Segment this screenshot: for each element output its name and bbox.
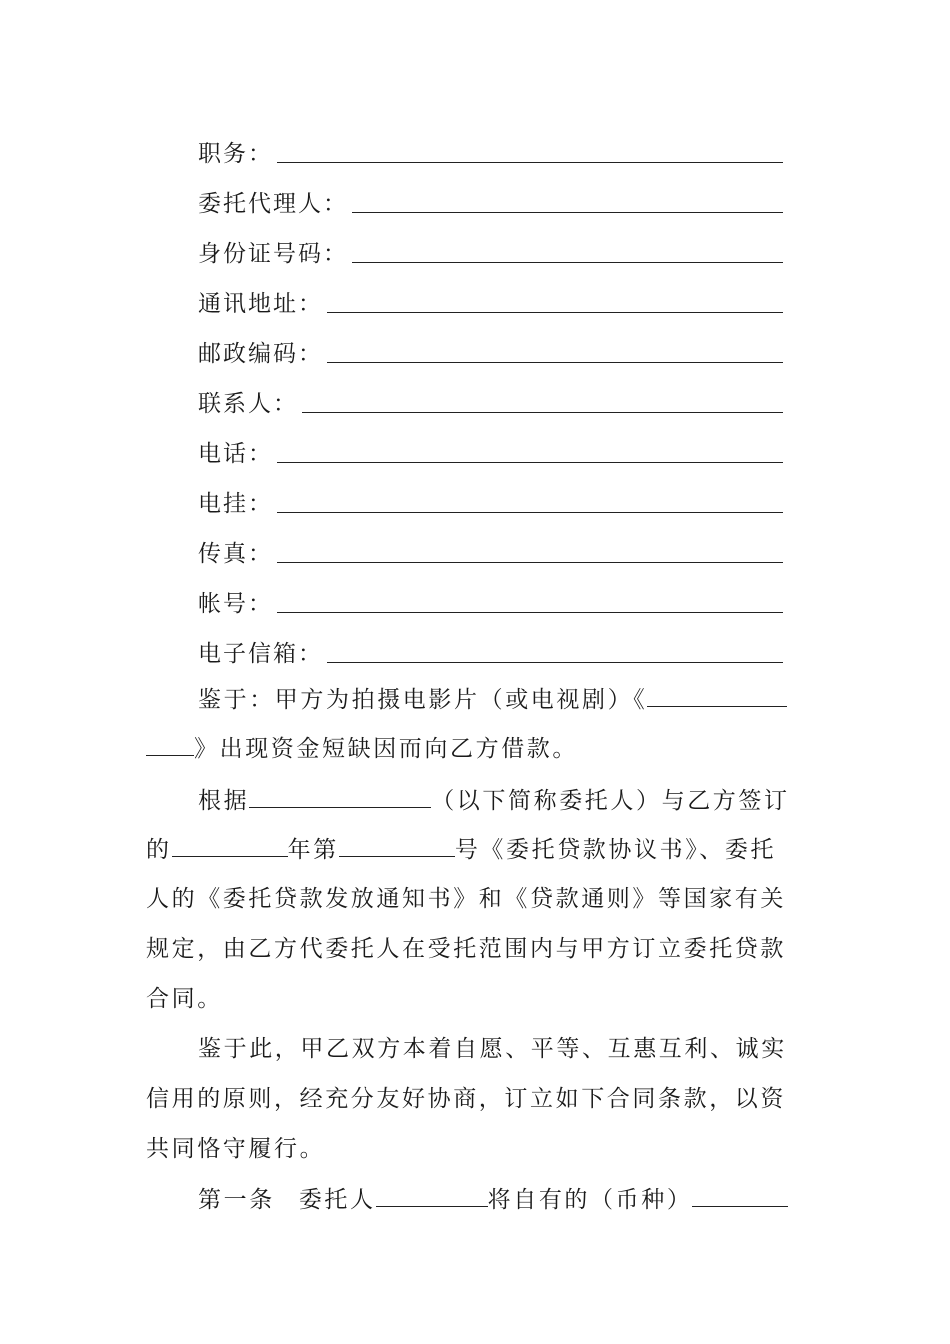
principle-text: 鉴于此，甲乙双方本着自愿、平等、互惠互利、诚实: [198, 1036, 787, 1062]
basis-line-2: [146, 834, 806, 866]
basis-line-3: [146, 884, 806, 916]
field-blank[interactable]: [327, 288, 783, 313]
field-blank[interactable]: [277, 588, 783, 613]
principle-text: 共同恪守履行。: [146, 1136, 326, 1162]
field-label: 职务：: [198, 141, 273, 167]
principle-line-2: [146, 1084, 806, 1116]
field-agent[interactable]: [198, 185, 783, 219]
field-blank[interactable]: [277, 488, 783, 513]
field-label: 传真：: [198, 541, 273, 567]
currency-amount-blank[interactable]: [692, 1184, 788, 1207]
field-account[interactable]: [198, 585, 783, 619]
year-blank[interactable]: [172, 834, 288, 857]
field-blank[interactable]: [327, 338, 783, 363]
basis-line-5: [146, 984, 806, 1016]
field-blank[interactable]: [277, 138, 783, 163]
field-label: 联系人：: [198, 391, 298, 417]
basis-text: 人的《委托贷款发放通知书》和《贷款通则》等国家有关: [146, 886, 786, 912]
field-blank[interactable]: [277, 538, 783, 563]
field-postcode[interactable]: [198, 335, 783, 369]
preamble-text: 》出现资金短缺因而向乙方借款。: [194, 736, 578, 762]
agreement-number-blank[interactable]: [339, 834, 455, 857]
field-telegraph[interactable]: [198, 485, 783, 519]
basis-text: 的: [146, 837, 172, 863]
field-label: 电挂：: [198, 491, 273, 517]
field-phone[interactable]: [198, 435, 783, 469]
field-address[interactable]: [198, 285, 783, 319]
field-label: 电话：: [198, 441, 273, 467]
basis-line-1: [198, 785, 806, 817]
film-title-blank[interactable]: [647, 684, 787, 707]
basis-text: （以下简称委托人）与乙方签订: [431, 788, 790, 814]
field-blank[interactable]: [327, 638, 783, 663]
field-blank[interactable]: [277, 438, 783, 463]
field-label: 电子信箱：: [198, 641, 323, 667]
field-position[interactable]: [198, 135, 783, 169]
field-label: 委托代理人：: [198, 191, 348, 217]
basis-text: 年第: [287, 837, 339, 863]
field-label: 身份证号码：: [198, 241, 348, 267]
field-label: 通讯地址：: [198, 291, 323, 317]
field-contact[interactable]: [198, 385, 783, 419]
basis-text: 合同。: [146, 986, 223, 1012]
client-blank[interactable]: [376, 1184, 488, 1207]
article-text: 委托人: [298, 1187, 376, 1213]
article-1-line: [198, 1184, 806, 1216]
preamble-text: 鉴于：甲方为拍摄电影片（或电视剧）《: [198, 687, 648, 713]
principle-line-1: [198, 1034, 806, 1066]
principle-text: 信用的原则，经充分友好协商，订立如下合同条款，以资: [146, 1086, 786, 1112]
article-heading: 第一条: [198, 1187, 275, 1213]
basis-text: 规定，由乙方代委托人在受托范围内与甲方订立委托贷款: [146, 936, 786, 962]
basis-text: 号《委托贷款协议书》、委托: [454, 837, 777, 863]
field-id-number[interactable]: [198, 235, 783, 269]
field-label: 帐号：: [198, 591, 273, 617]
field-blank[interactable]: [352, 188, 783, 213]
film-title-blank-cont[interactable]: [146, 733, 194, 756]
basis-text: 根据: [198, 788, 250, 814]
preamble-line-2: [146, 733, 806, 765]
field-blank[interactable]: [352, 238, 783, 263]
field-label: 邮政编码：: [198, 341, 323, 367]
field-email[interactable]: [198, 635, 783, 669]
field-fax[interactable]: [198, 535, 783, 569]
article-text: 将自有的（币种）: [487, 1187, 693, 1213]
basis-line-4: [146, 934, 806, 966]
field-blank[interactable]: [302, 388, 783, 413]
principle-line-3: [146, 1134, 806, 1166]
preamble-line-1: [198, 684, 806, 716]
client-name-blank[interactable]: [249, 785, 431, 808]
